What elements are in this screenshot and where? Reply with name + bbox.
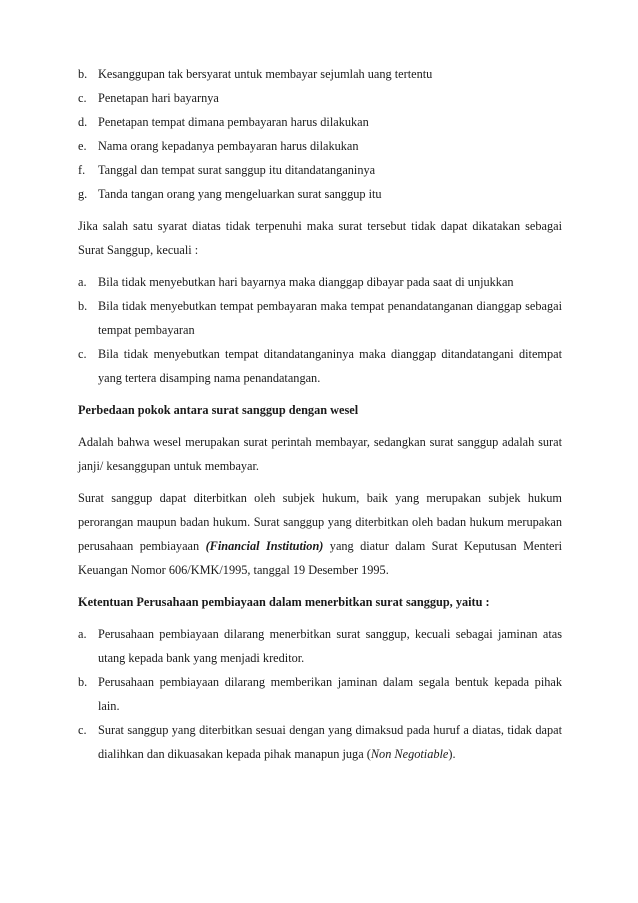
list-item [78, 86, 562, 110]
list-item-text: ). [448, 747, 456, 761]
italic-text: Non Negotiable [370, 747, 449, 761]
exceptions-list [78, 270, 562, 390]
list-marker: c. [78, 91, 87, 105]
list-item-text: Perusahaan pembiayaan dilarang menerbitkan surat sanggup, kecuali sebagai jaminan atas utang kepada bank yang menjadi kreditor. [98, 627, 562, 665]
list-marker: b. [78, 67, 88, 81]
list-marker: d. [78, 115, 88, 129]
list-item-text: Penetapan tempat dimana pembayaran harus dilakukan [98, 115, 369, 129]
provisions-list [78, 622, 562, 766]
list-marker: e. [78, 139, 87, 153]
list-item [78, 182, 562, 206]
list-item-text [98, 718, 562, 766]
list-marker: a. [78, 627, 87, 641]
list-item [78, 294, 562, 342]
list-item-text: Tanggal dan tempat surat sanggup itu ditandatanganinya [98, 163, 376, 177]
list-item [78, 670, 562, 718]
list-item [78, 62, 562, 86]
list-marker: g. [78, 187, 88, 201]
list-item-text: Bila tidak menyebutkan tempat ditandatanganinya maka dianggap ditandatangani ditempat yang tertera disamping nama penandatangan. [98, 347, 562, 385]
paragraph-issuer [78, 486, 562, 582]
paragraph-exceptions-intro: Jika salah satu syarat diatas tidak terpenuhi maka surat tersebut tidak dapat dikatakan sebagai Surat Sanggup, kecuali : [78, 219, 562, 257]
list-item-text: Tanda tangan orang yang mengeluarkan surat sanggup itu [98, 187, 382, 201]
list-item [78, 270, 562, 294]
list-marker: b. [78, 299, 88, 313]
paragraph-text: yang diatur dalam Surat Keputusan Menteri Keuangan Nomor 606/KMK/1995, tanggal 19 Desember 1995. [78, 539, 562, 577]
list-item-text: Nama orang kepadanya pembayaran harus dilakukan [98, 139, 359, 153]
list-item-text: Bila tidak menyebutkan tempat pembayaran maka tempat penandatanganan dianggap sebagai tempat pembayaran [98, 299, 562, 337]
list-item-text: Penetapan hari bayarnya [98, 91, 219, 105]
list-marker: b. [78, 675, 88, 689]
list-marker: c. [78, 723, 87, 737]
list-item [78, 134, 562, 158]
list-item [78, 622, 562, 670]
list-item [78, 110, 562, 134]
list-item [78, 342, 562, 390]
paragraph-text: Surat sanggup dapat diterbitkan oleh subjek hukum, baik yang merupakan subjek hukum perorangan maupun badan hukum. Surat sanggup yang diterbitkan oleh badan hukum merupakan perusahaan pembiayaan [78, 491, 562, 553]
paragraph-difference: Adalah bahwa wesel merupakan surat perintah membayar, sedangkan surat sanggup adalah surat janji/ kesanggupan untuk membayar. [78, 435, 562, 473]
list-item [78, 158, 562, 182]
requirements-list [78, 62, 562, 206]
list-item-text: Surat sanggup yang diterbitkan sesuai dengan yang dimaksud pada huruf a diatas, tidak dapat dialihkan dan dikuasakan kepada pihak manapun juga ( [98, 723, 562, 761]
list-item-text: Bila tidak menyebutkan hari bayarnya maka dianggap dibayar pada saat di unjukkan [98, 275, 514, 289]
section-heading: Perbedaan pokok antara surat sanggup dengan wesel [78, 403, 359, 417]
section-heading: Ketentuan Perusahaan pembiayaan dalam menerbitkan surat sanggup, yaitu : [78, 595, 490, 609]
list-marker: c. [78, 347, 87, 361]
list-item-text: Kesanggupan tak bersyarat untuk membayar sejumlah uang tertentu [98, 67, 433, 81]
emphasis-text: (Financial Institution) [205, 539, 324, 553]
document-page [78, 62, 562, 766]
list-item [78, 718, 562, 766]
list-marker: f. [78, 163, 86, 177]
list-item-text: Perusahaan pembiayaan dilarang memberikan jaminan dalam segala bentuk kepada pihak lain. [98, 675, 562, 713]
list-marker: a. [78, 275, 87, 289]
